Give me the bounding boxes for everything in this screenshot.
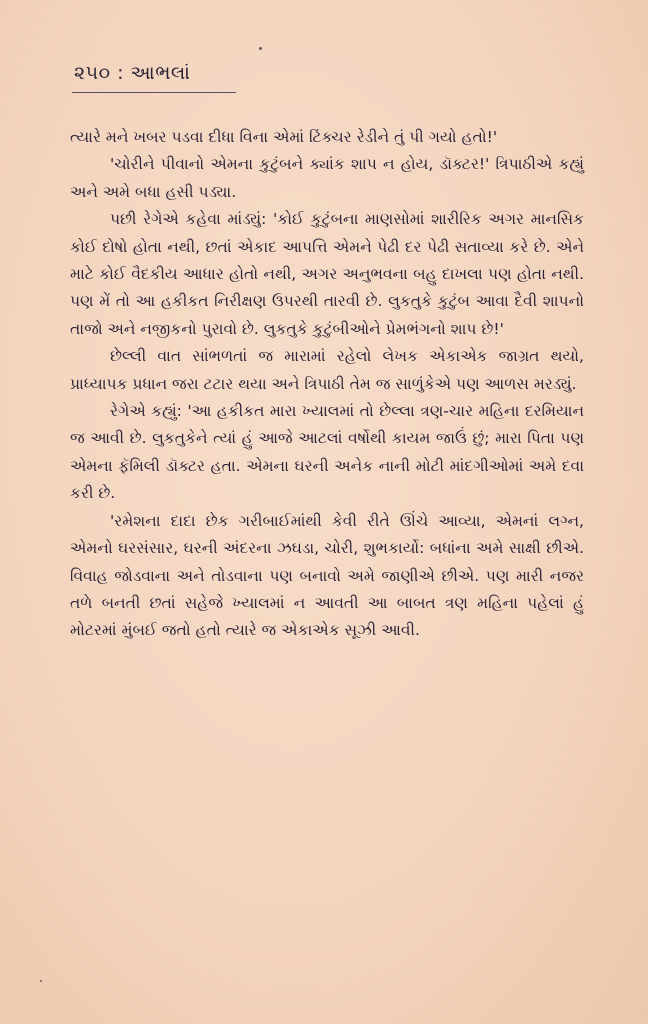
paragraph-6: 'રમેશના દાદા છેક ગરીબાઈમાંથી કેવી રીતે ઊંચે આવ્યા, એમનાં લગ્ન, એમનો ઘરસંસાર, ઘરની અંદરના ઝઘડા, ચોરી, શુભકાર્યો: બધાંના અમે સાક્ષી છીએ. વિવાહ જોડવાના અને તોડવાના પણ બનાવો અમે જાણીએ છીએ. પણ મારી નજર તળે બનતી છતાં સહેજે ખ્યાલમાં ન આવતી આ બાબત ત્રણ મહિના પહેલાં હું મોટરમાં મુંબઈ જતો હતો ત્યારે જ એકાએક સૂઝી આવી.: [70, 511, 584, 640]
running-head: ૨૫૦ : આભલાં: [74, 62, 191, 84]
paper-speck: [259, 47, 262, 50]
paragraph-5: રેગેએ કહ્યું: 'આ હકીકત મારા ખ્યાલમાં તો છેલ્લા ત્રણ-ચાર મહિના દરમિયાન જ આવી છે. લુકતુકેને ત્યાં હું આજે આટલાં વર્ષોથી કાયમ જાઉં છું; મારા પિતા પણ એમના ફૅમિલી ડૉક્ટર હતા. એમના ઘરની અનેક નાની મોટી માંદગીઓમાં અમે દવા કરી છે.: [70, 402, 584, 503]
paper-speck: [40, 980, 42, 982]
paragraph-4: છેલ્લી વાત સાંભળતાં જ મારામાં રહેલો લેખક એકાએક જાગ્રત થયો, પ્રાધ્યાપક પ્રધાન જરા ટટાર થયા અને ત્રિપાઠી તેમ જ સાળુંકેએ પણ આળસ મરડ્યું.: [70, 347, 584, 393]
header-rule: [72, 92, 236, 93]
paragraph-1: ત્યારે મને ખબર પડવા દીધા વિના એમાં ટિંક્ચર રેડીને તું પી ગયો હતો!': [70, 128, 498, 146]
paragraph-2: 'ચોરીને પીવાનો એમના કુટુંબને ક્યાંક શાપ ન હોય, ડૉક્ટર!' ત્રિપાઠીએ કહ્યું અને અમે બધા હસી પડ્યા.: [70, 155, 584, 201]
body-text: [70, 124, 584, 645]
paragraph-3: પછી રેગેએ કહેવા માંડ્યું: 'કોઈ કુટુંબના માણસોમાં શારીરિક અગર માનસિક કોઈ દોષો હોતા નથી, છતાં એકાદ આપત્તિ એમને પેઢી દર પેઢી સતાવ્યા કરે છે. એને માટે કોઈ વૈદકીય આધાર હોતો નથી, અગર અનુભવના બહુ દાખલા પણ હોતા નથી. પણ મેં તો આ હકીકત નિરીક્ષણ ઉપરથી તારવી છે. લુકતુકે કુટુંબ આવા દૈવી શાપનો તાજો અને નજીકનો પુરાવો છે. લુકતુકે કુટુંબીઓને પ્રેમભંગનો શાપ છે!': [70, 210, 584, 338]
